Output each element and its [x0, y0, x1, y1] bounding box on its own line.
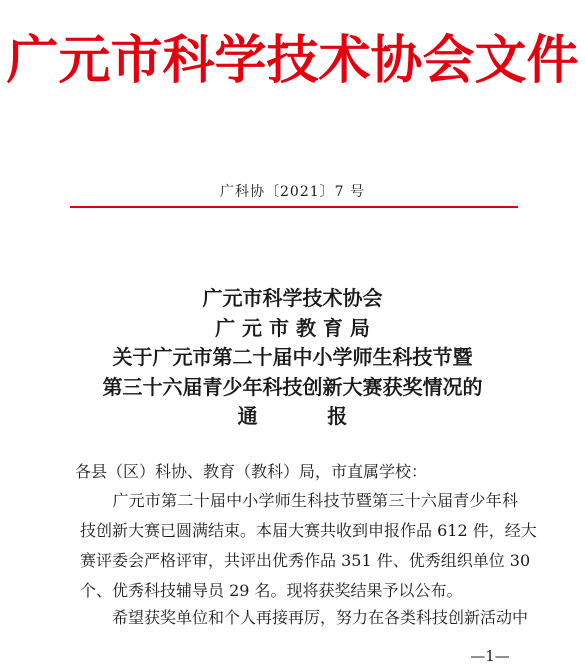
notice-title-line-5: 通 报 — [237, 404, 348, 428]
notice-title-line-2: 广 元 市 教 育 局 — [215, 315, 370, 340]
red-divider-line — [70, 206, 518, 208]
paragraph-line: 希望获奖单位和个人再接再厉，努力在各类科技创新活动中 — [80, 608, 529, 627]
notice-title-line-4: 第三十六届青少年科技创新大赛获奖情况的 — [102, 374, 483, 399]
page-number: —1— — [470, 647, 510, 665]
body-paragraph-2 — [80, 603, 529, 633]
paragraph-line: 赛评委会严格评审，共评出优秀作品 351 件、优秀组织单位 30 — [80, 551, 531, 570]
paragraph-line: 个、优秀科技辅导员 29 名。现将获奖结果予以公布。 — [80, 581, 463, 600]
paragraph-line: 技创新大赛已圆满结束。本届大赛共收到申报作品 612 件，经大 — [80, 521, 537, 540]
document-number: 广科协〔2021〕7 号 — [220, 184, 365, 200]
addressee: 各县（区）科协、教育（教科）局，市直属学校： — [75, 462, 428, 481]
body-paragraph-1 — [80, 486, 537, 606]
notice-title-line-1: 广元市科学技术协会 — [202, 286, 383, 310]
notice-title — [0, 284, 585, 432]
notice-title-line-3: 关于广元市第二十届中小学师生科技节暨 — [112, 345, 473, 369]
paragraph-line: 广元市第二十届中小学师生科技节暨第三十六届青少年科 — [80, 491, 518, 510]
document-header-title: 广元市科学技术协会文件 — [6, 30, 579, 91]
